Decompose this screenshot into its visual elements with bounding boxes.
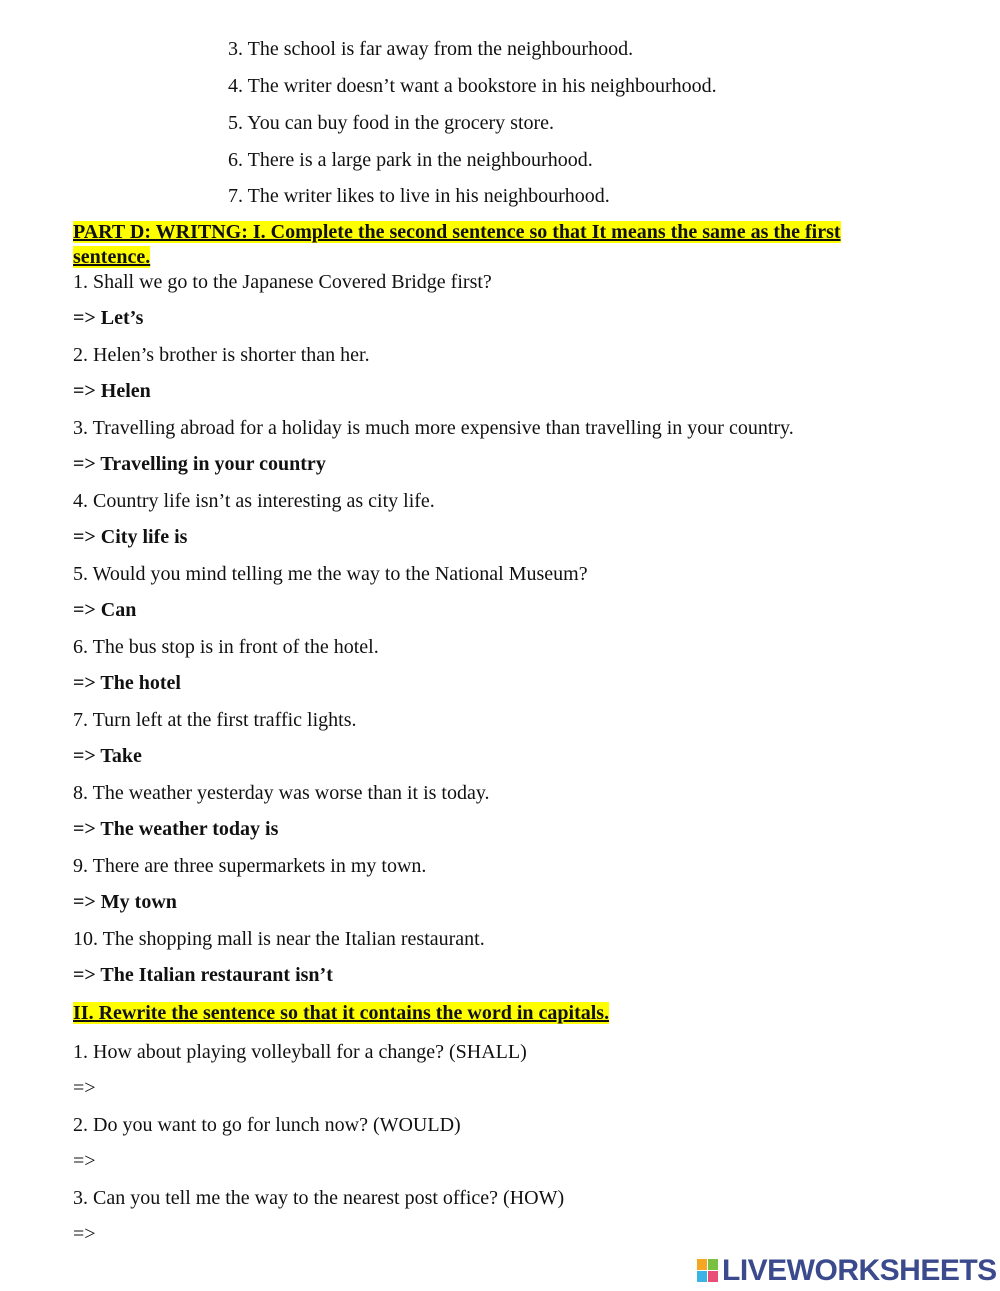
part-ii-sentence-1: 1. How about playing volleyball for a change? (SHALL) bbox=[73, 1041, 527, 1063]
part-ii-sentence-3: 3. Can you tell me the way to the nearest post office? (HOW) bbox=[73, 1187, 565, 1209]
part-ii-answer-1: => bbox=[73, 1077, 96, 1099]
part-ii-sentence-2: 2. Do you want to go for lunch now? (WOULD) bbox=[73, 1114, 461, 1136]
statement-7: 7. The writer likes to live in his neighbourhood. bbox=[228, 185, 610, 207]
part-d-prompt-4: => City life is bbox=[73, 526, 188, 548]
statement-6: 6. There is a large park in the neighbourhood. bbox=[228, 149, 593, 171]
part-d-prompt-6: => The hotel bbox=[73, 672, 181, 694]
statement-4: 4. The writer doesn’t want a bookstore in his neighbourhood. bbox=[228, 75, 717, 97]
logo-square-3 bbox=[697, 1271, 707, 1282]
part-d-prompt-8: => The weather today is bbox=[73, 818, 279, 840]
part-d-prompt-10: => The Italian restaurant isn’t bbox=[73, 964, 333, 986]
part-d-sentence-10: 10. The shopping mall is near the Italian restaurant. bbox=[73, 928, 485, 950]
part-ii-answer-3: => bbox=[73, 1223, 96, 1245]
liveworksheets-logo[interactable] bbox=[697, 1254, 997, 1288]
part-d-prompt-3: => Travelling in your country bbox=[73, 453, 326, 475]
logo-square-1 bbox=[697, 1259, 707, 1270]
part-d-sentence-9: 9. There are three supermarkets in my town. bbox=[73, 855, 427, 877]
part-d-sentence-6: 6. The bus stop is in front of the hotel. bbox=[73, 636, 379, 658]
logo-square-4 bbox=[708, 1271, 718, 1282]
part-d-heading: PART D: WRITNG: I. Complete the second sentence so that It means the same as the first sentence. bbox=[73, 221, 841, 268]
part-d-prompt-7: => Take bbox=[73, 745, 142, 767]
part-d-sentence-4: 4. Country life isn’t as interesting as city life. bbox=[73, 490, 435, 512]
part-ii-answer-2: => bbox=[73, 1150, 96, 1172]
part-d-prompt-2: => Helen bbox=[73, 380, 151, 402]
part-d-sentence-1: 1. Shall we go to the Japanese Covered Bridge first? bbox=[73, 271, 492, 293]
logo-square-2 bbox=[708, 1259, 718, 1270]
part-d-prompt-1: => Let’s bbox=[73, 307, 144, 329]
part-d-prompt-9: => My town bbox=[73, 891, 177, 913]
part-d-prompt-5: => Can bbox=[73, 599, 137, 621]
part-d-sentence-2: 2. Helen’s brother is shorter than her. bbox=[73, 344, 370, 366]
part-d-sentence-7: 7. Turn left at the first traffic lights. bbox=[73, 709, 357, 731]
statement-5: 5. You can buy food in the grocery store. bbox=[228, 112, 555, 134]
logo-mark-icon bbox=[697, 1259, 719, 1283]
statement-3: 3. The school is far away from the neighbourhood. bbox=[228, 38, 634, 60]
part-d-sentence-3: 3. Travelling abroad for a holiday is much more expensive than travelling in your country. bbox=[73, 417, 794, 439]
logo-text: LIVEWORKSHEETS bbox=[722, 1254, 997, 1287]
part-d-sentence-8: 8. The weather yesterday was worse than it is today. bbox=[73, 782, 490, 804]
part-ii-heading: II. Rewrite the sentence so that it contains the word in capitals. bbox=[73, 1002, 610, 1024]
part-d-sentence-5: 5. Would you mind telling me the way to the National Museum? bbox=[73, 563, 588, 585]
